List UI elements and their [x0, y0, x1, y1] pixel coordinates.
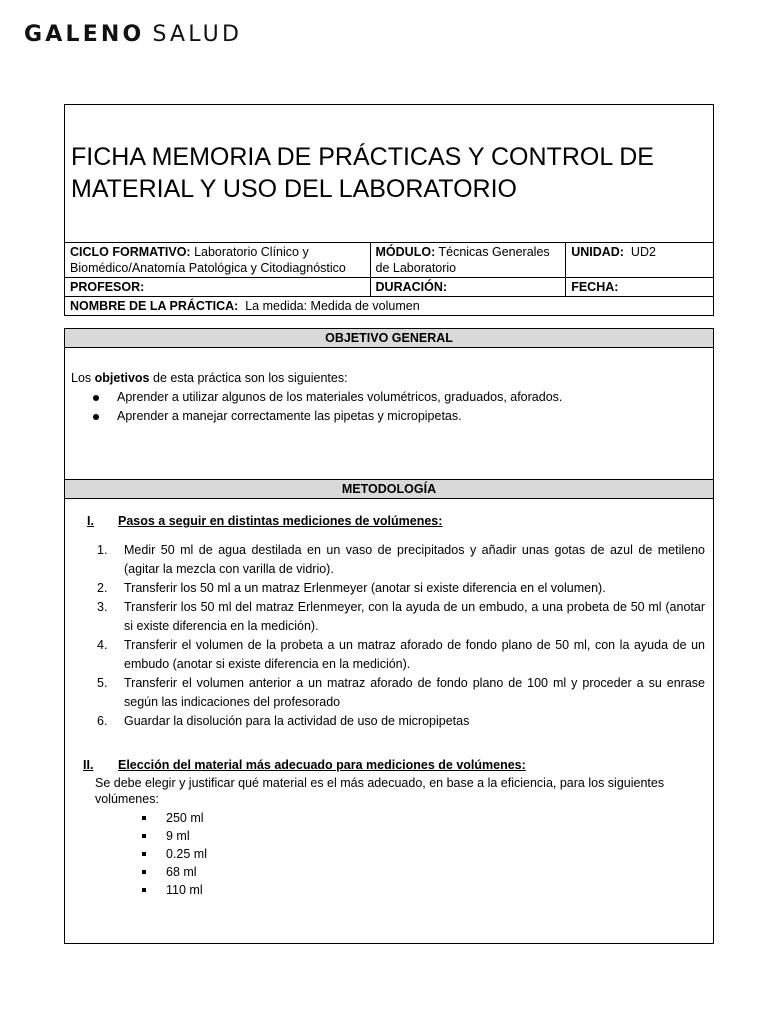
metodologia-cell: [65, 499, 714, 944]
volumes-list: [71, 809, 705, 899]
content-table: [64, 328, 714, 944]
section-1-title: Pasos a seguir en distintas mediciones de volúmenes:: [118, 514, 443, 528]
unidad-cell: [566, 243, 714, 278]
step-text: Transferir los 50 ml a un matraz Erlenmeyer (anotar si existe diferencia en el volumen).: [124, 581, 606, 595]
duracion-label: DURACIÓN:: [375, 280, 448, 294]
list-item: [71, 712, 705, 731]
section-1-heading: [71, 513, 705, 529]
section-2-heading: [71, 757, 705, 773]
list-item: 110 ml: [166, 881, 705, 899]
section-2-number: II.: [83, 758, 94, 772]
title-line-1: FICHA MEMORIA DE PRÁCTICAS Y CONTROL DE: [71, 142, 654, 171]
list-item: [71, 541, 705, 579]
step-text: Guardar la disolución para la actividad de uso de micropipetas: [124, 714, 470, 728]
title-cell: [65, 105, 714, 243]
profesor-label: PROFESOR:: [70, 280, 145, 294]
document-title: [71, 141, 707, 205]
galeno-salud-logo: [24, 22, 242, 47]
objetivo-list: [71, 388, 707, 426]
objetivo-intro-bold: objetivos: [94, 371, 150, 385]
step-text: Transferir el volumen de la probeta a un matraz aforado de fondo plano de 50 ml, con la ayuda de un embudo (anotar si existe diferencia en la medición).: [124, 638, 705, 671]
title-line-2: MATERIAL Y USO DEL LABORATORIO: [71, 174, 517, 203]
section-1-number: I.: [87, 514, 94, 528]
modulo-value-1: Técnicas Generales: [435, 245, 550, 259]
step-text: Medir 50 ml de agua destilada en un vaso de precipitados y añadir unas gotas de azul de metileno (agitar la mezcla con varilla de vidrio).: [124, 543, 705, 576]
modulo-label: MÓDULO:: [375, 245, 436, 259]
fecha-cell: [566, 278, 714, 297]
step-text: Transferir los 50 ml del matraz Erlenmeyer, con la ayuda de un embudo, a una probeta de 50 ml (anotar si existe diferencia en la medición).: [124, 600, 705, 633]
duracion-cell: [370, 278, 566, 297]
header-table: [64, 104, 714, 316]
ciclo-label: CICLO FORMATIVO:: [70, 245, 191, 259]
ciclo-value-1: Laboratorio Clínico y: [190, 245, 309, 259]
logo-brand-light: SALUD: [152, 22, 243, 47]
objetivo-heading: OBJETIVO GENERAL: [65, 329, 714, 348]
fecha-label: FECHA:: [571, 280, 619, 294]
list-item: 250 ml: [166, 809, 705, 827]
ciclo-formativo-cell: [65, 243, 371, 278]
list-item: 68 ml: [166, 863, 705, 881]
steps-list: [71, 541, 705, 731]
list-item: Aprender a manejar correctamente las pipetas y micropipetas.: [117, 407, 707, 426]
metodologia-heading: METODOLOGÍA: [65, 480, 714, 499]
step-number: 6.: [97, 714, 108, 728]
list-item: Aprender a utilizar algunos de los materiales volumétricos, graduados, aforados.: [117, 388, 707, 407]
step-number: 4.: [97, 638, 108, 652]
list-item: [71, 674, 705, 712]
ciclo-value-2: Biomédico/Anatomía Patológica y Citodiagnóstico: [70, 261, 346, 275]
objetivo-intro-pre: Los: [71, 371, 95, 385]
step-number: 5.: [97, 676, 108, 690]
list-item: 0.25 ml: [166, 845, 705, 863]
step-number: 1.: [97, 543, 108, 557]
step-number: 3.: [97, 600, 108, 614]
modulo-value-2: de Laboratorio: [375, 261, 457, 275]
objetivo-intro-post: de esta práctica son los siguientes:: [149, 371, 348, 385]
practica-value: La medida: Medida de volumen: [238, 299, 420, 313]
list-item: [71, 579, 705, 598]
profesor-cell: [65, 278, 371, 297]
list-item: [71, 636, 705, 674]
practica-cell: [65, 297, 714, 316]
objetivo-intro: [71, 370, 707, 386]
unidad-value: UD2: [623, 245, 656, 259]
practica-label: NOMBRE DE LA PRÁCTICA:: [70, 299, 239, 313]
modulo-cell: [370, 243, 566, 278]
step-number: 2.: [97, 581, 108, 595]
unidad-label: UNIDAD:: [571, 245, 624, 259]
step-text: Transferir el volumen anterior a un matraz aforado de fondo plano de 100 ml y proceder a su enrase según las indicaciones del profesorado: [124, 676, 705, 709]
section-2-intro: Se debe elegir y justificar qué material es el más adecuado, en base a la eficiencia, para los siguientes volúmenes:: [95, 776, 665, 806]
list-item: [71, 598, 705, 636]
objetivo-cell: [65, 348, 714, 480]
list-item: 9 ml: [166, 827, 705, 845]
logo-brand-bold: GALENO: [24, 22, 145, 47]
section-2-title: Elección del material más adecuado para mediciones de volúmenes:: [118, 758, 526, 772]
